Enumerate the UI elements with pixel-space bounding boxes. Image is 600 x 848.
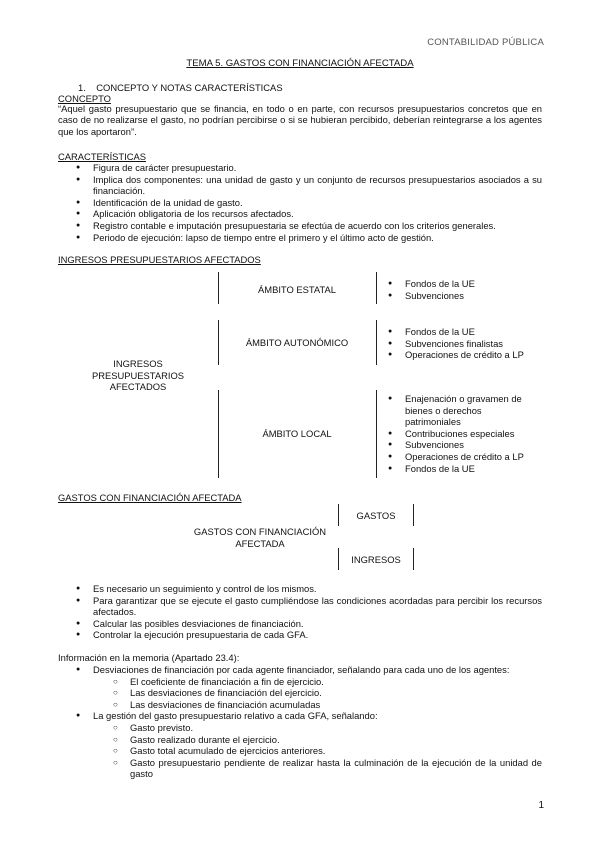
list-item: ● Identificación de la unidad de gasto. <box>76 197 542 209</box>
memoria-label: Información en la memoria (Apartado 23.4): <box>58 652 240 663</box>
gastos-label: GASTOS CON FINANCIACIÓN AFECTADA <box>58 492 242 503</box>
list-item: ● Contribuciones especiales <box>388 428 538 440</box>
bracket-line <box>338 504 339 526</box>
list-item-text: La gestión del gasto presupuestario relativo a cada GFA, señalando: <box>93 710 378 722</box>
list-item: ● Calcular las posibles desviaciones de financiación. <box>76 618 542 630</box>
sub-list-item: ○ Gasto presupuestario pendiente de realizar hasta la culminación de la ejecución de la unidad de gasto <box>113 757 542 780</box>
ingresos-label: INGRESOS PRESUPUESTARIOS AFECTADOS <box>58 254 261 265</box>
list-item: ● Es necesario un seguimiento y control de los mismos. <box>76 583 542 595</box>
list-item <box>76 710 542 780</box>
concepto-label: CONCEPTO <box>58 93 111 104</box>
branch-autonomico: ÁMBITO AUTONÓMICO <box>245 337 349 348</box>
section-heading <box>78 82 283 93</box>
gastos-root-node: GASTOS CON FINANCIACIÓN AFECTADA <box>193 526 327 549</box>
branch-gastos: GASTOS <box>356 510 396 521</box>
concepto-text: “Aquel gasto presupuestario que se financia, en todo o en parte, con recursos presupuestarios concretos que en caso de no realizarse el gasto, no podrían percibirse o si se hubieran percibido, deberían reintegrarse a los agentes que los aportaron”. <box>58 103 542 137</box>
bracket-line <box>338 548 339 570</box>
autonomico-list <box>388 326 548 361</box>
sub-list-item: ○ Gasto total acumulado de ejercicios anteriores. <box>113 745 542 757</box>
memoria-list <box>76 664 542 780</box>
running-header: CONTABILIDAD PÚBLICA <box>427 37 544 48</box>
section-title: CONCEPTO Y NOTAS CARACTERÍSTICAS <box>96 82 283 93</box>
branch-estatal: ÁMBITO ESTATAL <box>258 284 336 295</box>
bracket-line <box>376 272 377 304</box>
bracket-line <box>218 272 219 304</box>
list-item: ● Implica dos componentes: una unidad de gasto y un conjunto de recursos presupuestarios asociados a su financiación. <box>76 174 542 197</box>
list-item: ● Periodo de ejecución: lapso de tiempo entre el primero y el último acto de gestión. <box>76 232 542 244</box>
sub-list-item: ○ El coeficiente de financiación a fin de ejercicio. <box>113 676 542 688</box>
list-item <box>76 664 542 710</box>
bracket-line <box>218 390 219 478</box>
list-item: ● Operaciones de crédito a LP <box>388 451 538 463</box>
sub-list <box>113 722 542 780</box>
bracket-line <box>218 320 219 365</box>
list-item: ● Controlar la ejecución presupuestaria de cada GFA. <box>76 629 542 641</box>
list-item: ● Operaciones de crédito a LP <box>388 349 548 361</box>
local-list <box>388 393 538 474</box>
list-item: ● Figura de carácter presupuestario. <box>76 162 542 174</box>
list-item: ● Fondos de la UE <box>388 278 538 290</box>
sub-list-item: ○ Las desviaciones de financiación del ejercicio. <box>113 687 542 699</box>
list-item: ● Enajenación o gravamen de bienes o derechos patrimoniales <box>388 393 538 428</box>
caracteristicas-label: CARACTERÍSTICAS <box>58 151 147 162</box>
list-item: ● Para garantizar que se ejecute el gasto cumpliéndose las condiciones acordadas para percibir los recursos afectados. <box>76 595 542 618</box>
list-item: ● Subvenciones <box>388 290 538 302</box>
list-item: ● Subvenciones finalistas <box>388 338 548 350</box>
estatal-list <box>388 278 538 301</box>
list-item: ● Fondos de la UE <box>388 326 548 338</box>
gastos-list <box>76 583 542 641</box>
bracket-line <box>376 390 377 478</box>
branch-local: ÁMBITO LOCAL <box>262 428 332 439</box>
bracket-line <box>413 504 414 526</box>
list-item: ● Aplicación obligatoria de los recursos afectados. <box>76 208 542 220</box>
page-number: 1 <box>538 800 544 811</box>
page-title: TEMA 5. GASTOS CON FINANCIACIÓN AFECTADA <box>186 58 414 69</box>
bracket-line <box>376 320 377 365</box>
list-item-text: Desviaciones de financiación por cada agente financiador, señalando para cada uno de los agentes: <box>93 664 510 675</box>
list-item: ● Fondos de la UE <box>388 463 538 475</box>
caracteristicas-list <box>76 162 542 243</box>
list-item: ● Subvenciones <box>388 439 538 451</box>
section-number: 1. <box>78 82 86 93</box>
ingresos-root-node: INGRESOS PRESUPUESTARIOS AFECTADOS <box>91 358 185 393</box>
sub-list <box>113 676 542 711</box>
sub-list-item: ○ Gasto realizado durante el ejercicio. <box>113 734 542 746</box>
sub-list-item: ○ Gasto previsto. <box>113 722 542 734</box>
sub-list-item: ○ Las desviaciones de financiación acumuladas <box>113 699 542 711</box>
list-item: ● Registro contable e imputación presupuestaria se efectúa de acuerdo con los criterios generales. <box>76 220 542 232</box>
branch-ingresos: INGRESOS <box>351 554 401 565</box>
bracket-line <box>413 548 414 570</box>
